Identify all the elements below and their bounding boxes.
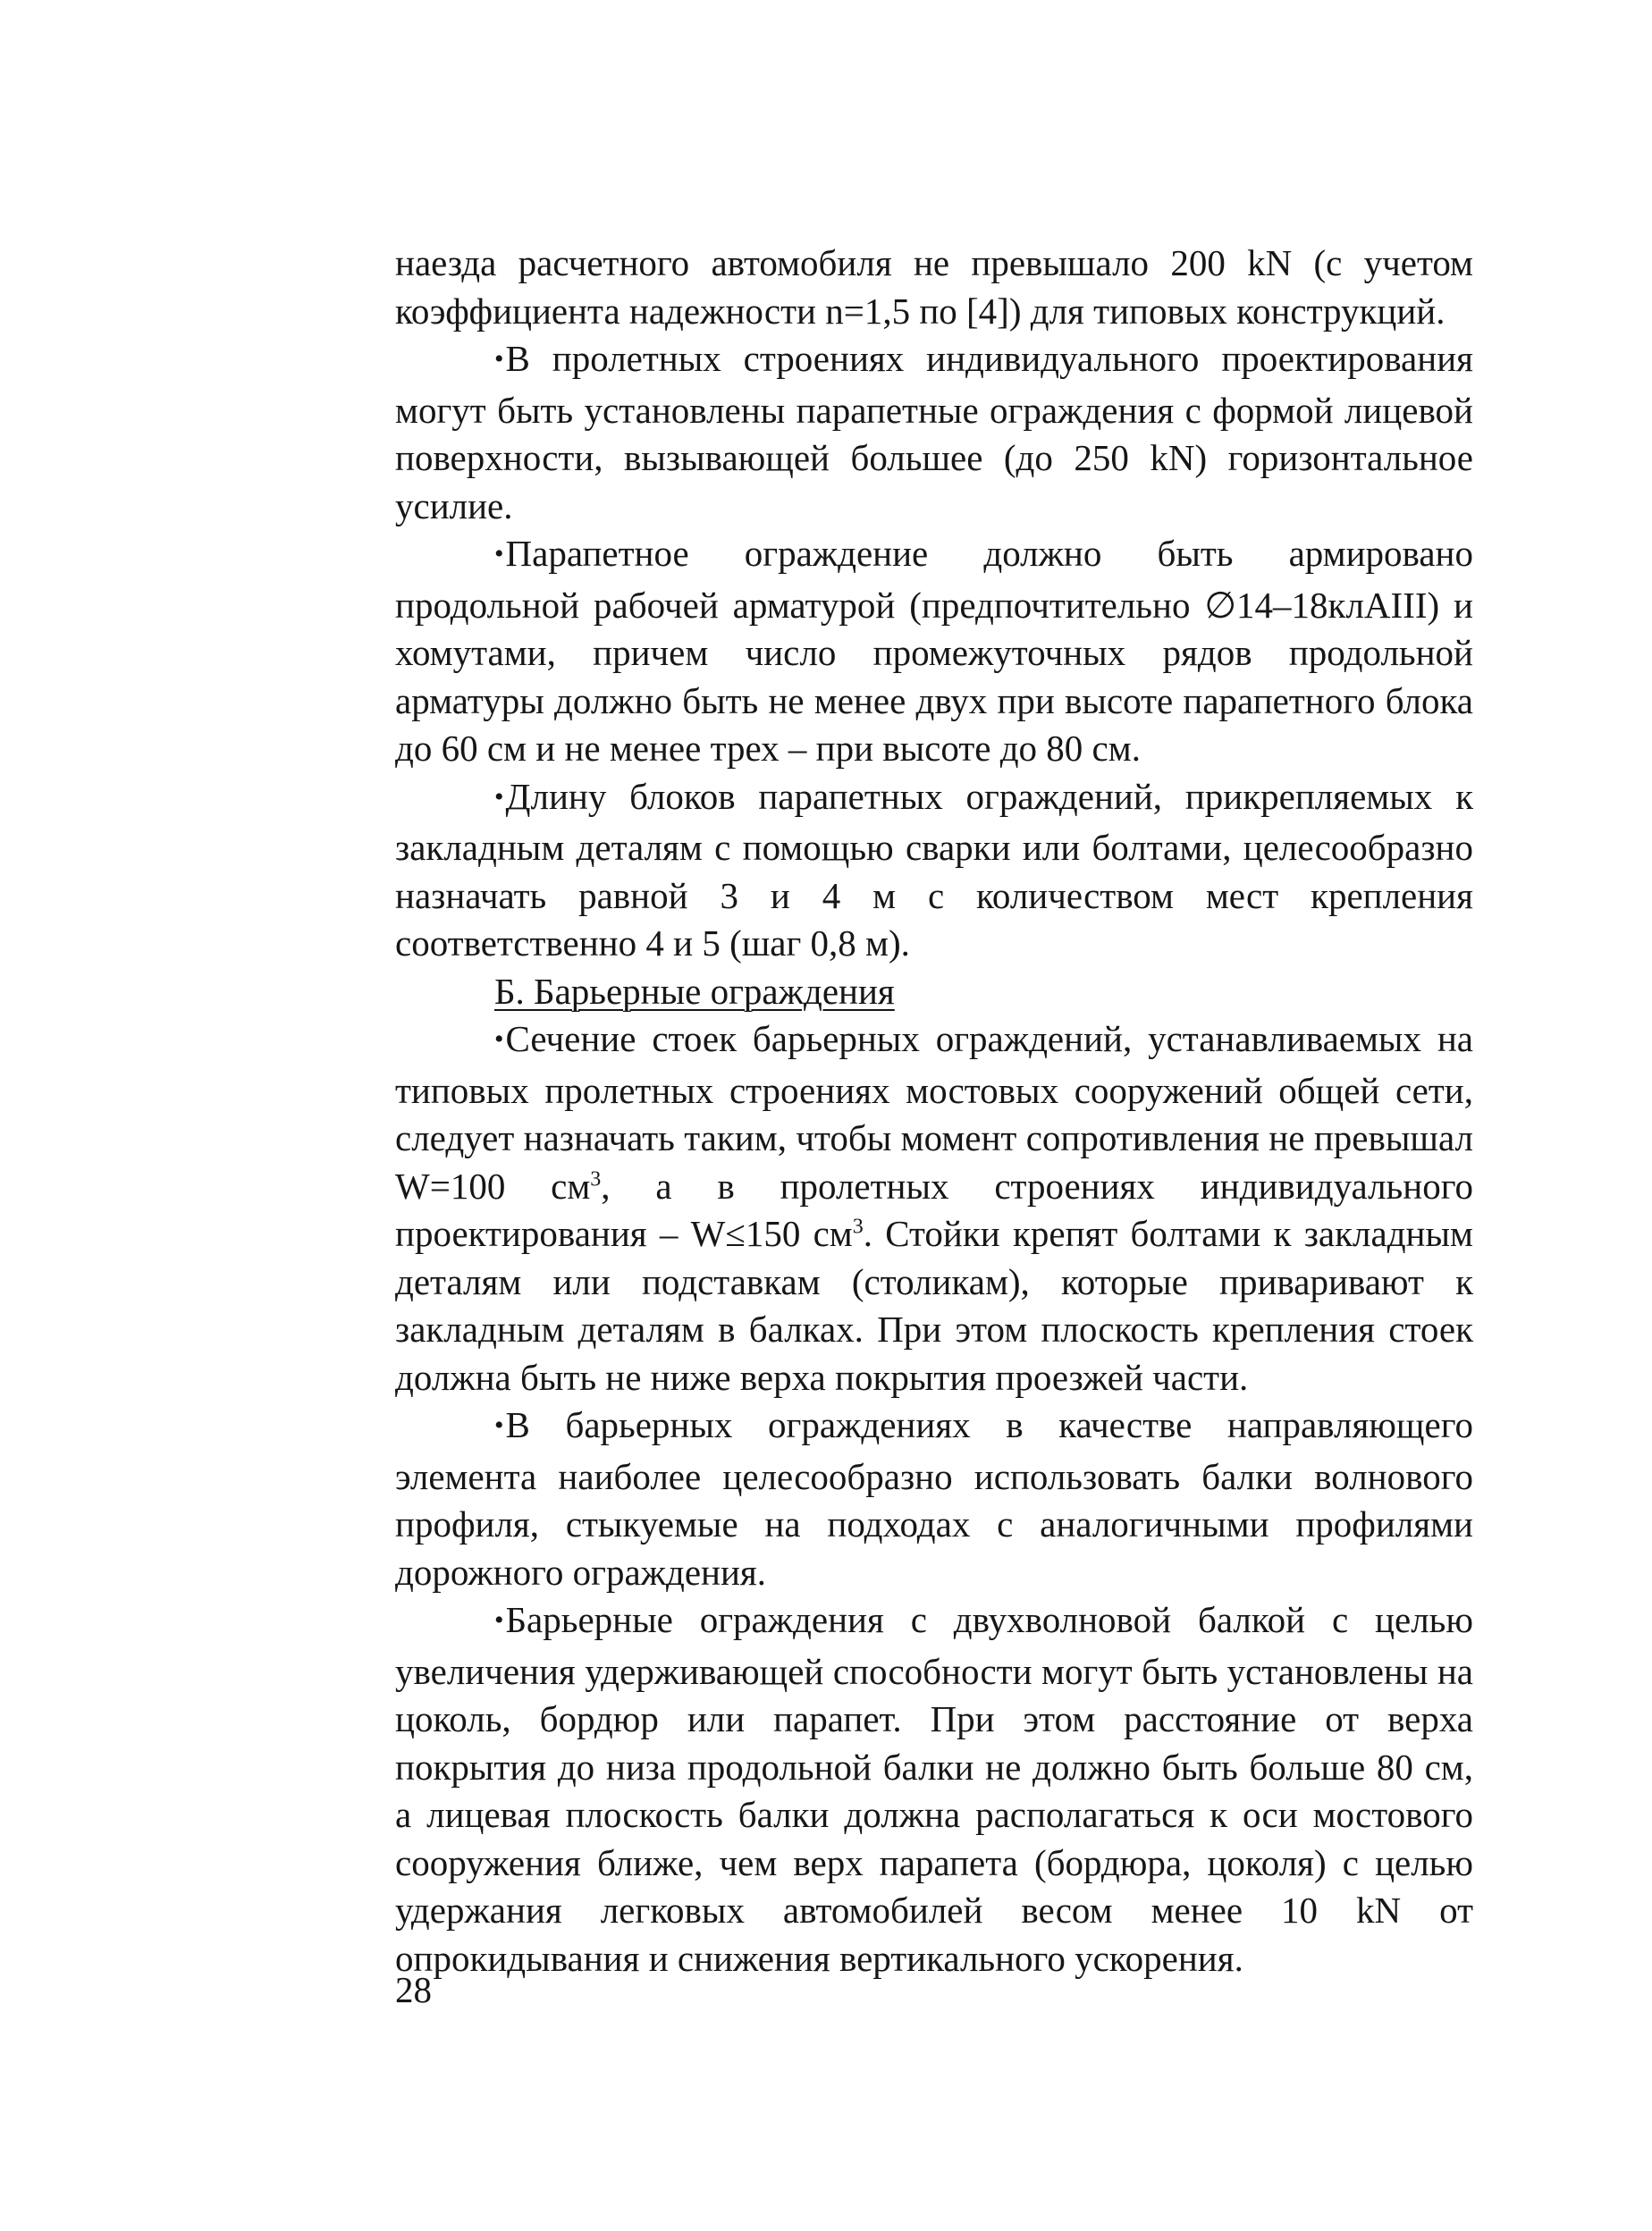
bullet-marker: •	[494, 344, 504, 374]
bullet-marker: •	[494, 781, 504, 812]
bullet-marker: •	[494, 1605, 504, 1635]
paragraph-barrier-guide-beams	[395, 1402, 1473, 1596]
paragraph-text: Парапетное ограждение должно быть армировано продольной рабочей арматурой (предпочтительно ∅14–18клАIII) и хомутами, причем число промежуточных рядов продольной арматуры должно быть не менее двух при высоте парапетного блока до 60 см и не менее трех – при высоте до 80 см.	[395, 533, 1473, 769]
paragraph-text: Барьерные ограждения с двухволновой балкой с целью увеличения удерживающей способности могут быть установлены на цоколь, бордюр или парапет. При этом расстояние от верха покрытия до низа продольной балки не должно быть больше 80 см, а лицевая плоскость балки должна располагаться к оси мостового сооружения ближе, чем верх парапета (бордюра, цоколя) с целью удержания легковых автомобилей весом менее 10 kN от опрокидывания и снижения вертикального ускорения.	[395, 1599, 1473, 1979]
paragraph-text: наезда расчетного автомобиля не превышало 200 kN (с учетом коэффициента надежности n=1,5 по [4]) для типовых конструкций.	[395, 242, 1473, 332]
paragraph-text-part-1: Сечение стоек барьерных ограждений, устанавливаемых на типовых пролетных строениях мостовых сооружений общей сети, следует назначать таким, чтобы момент сопротивления не превышал W=100 см	[395, 1018, 1473, 1207]
section-heading	[395, 968, 1473, 1016]
bullet-marker: •	[494, 1410, 504, 1440]
section-heading-text: Б. Барьерные ограждения	[494, 970, 895, 1012]
paragraph-text: В пролетных строениях индивидуального проектирования могут быть установлены парапетные ограждения с формой лицевой поверхности, вызывающей большее (до 250 kN) горизонтальное усилие.	[395, 338, 1473, 526]
paragraph-text-part-3: . Стойки крепят болтами к закладным деталям или подставкам (столикам), которые приваривают к закладным деталям в балках. При этом плоскость крепления стоек должна быть не ниже верха покрытия проезжей части.	[395, 1213, 1473, 1398]
page-number: 28	[395, 1969, 432, 2010]
superscript-cube: 3	[590, 1166, 602, 1191]
bullet-marker: •	[494, 1024, 504, 1054]
paragraph-barrier-double-wave	[395, 1596, 1473, 1983]
paragraph-parapet-blocks	[395, 773, 1473, 968]
page-body	[395, 240, 1473, 1983]
superscript-cube: 3	[852, 1215, 864, 1239]
paragraph-text: В барьерных ограждениях в качестве направляющего элемента наиболее целесообразно использовать балки волнового профиля, стыкуемые на подходах с аналогичными профилями дорожного ограждения.	[395, 1404, 1473, 1593]
paragraph-continuation	[395, 240, 1473, 335]
paragraph-text: Длину блоков парапетных ограждений, прикрепляемых к закладным деталям с помощью сварки или болтами, целесообразно назначать равной 3 и 4 м с количеством мест крепления соответственно 4 и 5 (шаг 0,8 м).	[395, 775, 1473, 964]
paragraph-parapet-reinforcement	[395, 530, 1473, 773]
bullet-marker: •	[494, 539, 504, 568]
paragraph-barrier-posts	[395, 1015, 1473, 1402]
paragraph-parapet-individual	[395, 335, 1473, 530]
paragraph-text-part-2: , а в пролетных строениях индивидуального проектирования – W≤150 см	[395, 1165, 1473, 1254]
